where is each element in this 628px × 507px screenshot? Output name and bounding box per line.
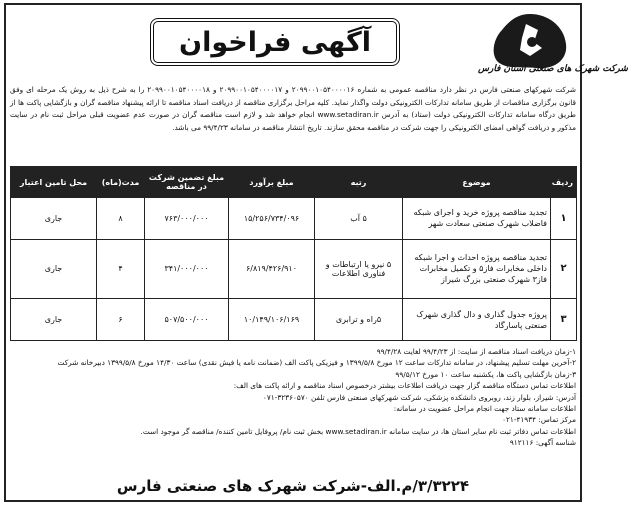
cell-subject: پروژه جدول گذاری و دال گذاری شهرک صنعتی پاسارگاد — [403, 299, 551, 341]
table-header-row — [11, 167, 577, 198]
notes-section — [10, 346, 576, 474]
note-line: ۳-زمان بازگشایی پاکت ها، یکشنبه ساعت ۱۰ مورخ ۹۹/۵/۱۲ — [395, 369, 576, 379]
cell-rank: ۵ نیرو یا ارتباطات و فناوری اطلاعات — [315, 239, 403, 299]
footer-signature: ۳/۳۲۲۴/م.الف-شرکت شهرک های صنعتی فارس — [116, 477, 470, 495]
header-funding: محل تامین اعتبار — [11, 167, 97, 198]
cell-funding: جاری — [11, 299, 97, 341]
intro-paragraph: شرکت شهرکهای صنعتی فارس در نظر دارد مناقصه عمومی به شماره ۲۰۹۹۰۰۱۰۵۴۰۰۰۰۱۶ و ۲۰۹۹۰۰۱۰۵۴۰۰۰۰۱۷ و ۲۰۹۹۰۰۱۰۵۴۰۰۰۰۱۸ را به شرح ذیل به روش یک مرحله ای وفق قانون برگزاری مناقصات از طریق سامانه تدارکات الکترونیکی دولت واگذار نماید. کلیه مراحل برگزاری مناقصه از دریافت اسناد مناقصه تا ارائه پیشنهاد مناقصه گران و بازگشایی پاکت ها از طریق درگاه سامانه تدارکات الکترونیکی دولت (ستاد) به آدرس www.setadiran.ir انجام خواهد شد و لازم است مناقصه گران در صورت عدم عضویت قبلی مراحل ثبت نام در سایت مذکور و دریافت گواهی امضای الکترونیکی را جهت شرکت در مناقصه محقق سازند. تاریخ انتشار مناقصه در سامانه ۹۹/۴/۲۳ می باشد. — [10, 85, 576, 132]
cell-estimate: ۱۰/۱۴۹/۱۰۶/۱۶۹ — [229, 299, 315, 341]
cell-guarantee: ۷۶۳/۰۰۰/۰۰۰ — [145, 198, 229, 240]
header-radif: ردیف — [551, 167, 577, 198]
cell-funding: جاری — [11, 239, 97, 299]
cell-duration: ۴ — [97, 239, 145, 299]
cell-estimate: ۶/۸۱۹/۴۲۶/۹۱۰ — [229, 239, 315, 299]
tenders-table — [10, 166, 577, 341]
cell-subject: تجدید مناقصه پروژه احداث و اجرا شبکه داخلی مخابرات فاز۵ و تکمیل مخابرات فاز۳ شهرک صنعتی بزرگ شیراز — [403, 239, 551, 299]
table-row — [11, 198, 577, 240]
note-line: آدرس: شیراز، بلوار زند، روبروی دانشکده پزشکی، شرکت شهرکهای صنعتی فارس تلفن ۳۲۳۶۰۵۷۰-۰۷۱ — [262, 392, 576, 402]
cell-guarantee: ۵۰۷/۵۰۰/۰۰۰ — [145, 299, 229, 341]
note-line: اطلاعات سامانه ستاد جهت انجام مراحل عضویت در سامانه: — [393, 404, 576, 414]
header-guarantee: مبلغ تضمین شرکت در مناقصه — [145, 167, 229, 198]
table-row — [11, 239, 577, 299]
cell-radif: ۱ — [551, 198, 577, 240]
table-row — [11, 299, 577, 341]
note-line: اطلاعات تماس دستگاه مناقصه گزار جهت دریافت اطلاعات بیشتر درخصوص اسناد مناقصه و ارائه پاکت های الف: — [233, 381, 576, 391]
cell-radif: ۳ — [551, 299, 577, 341]
note-line: شناسه آگهی: ۹۱۲۱۱۶ — [509, 438, 576, 448]
header-subject: موضوع — [403, 167, 551, 198]
note-line: ۱-زمان دریافت اسناد مناقصه از سایت: از ۹۹/۴/۲۳ لغایت ۹۹/۴/۲۸ — [376, 347, 576, 356]
cell-duration: ۶ — [97, 299, 145, 341]
cell-funding: جاری — [11, 198, 97, 240]
cell-guarantee: ۳۴۱/۰۰۰/۰۰۰ — [145, 239, 229, 299]
note-line: مرکز تماس: ۴۱۹۳۴-۰۲۱ — [502, 415, 576, 425]
page-title: آگهی فراخوان — [150, 18, 400, 66]
cell-rank: ۵راه و ترابری — [315, 299, 403, 341]
note-line: ۲-آخرین مهلت تسلیم پیشنهاد، در سامانه تدارکات ساعت ۱۲ مورخ ۱۳۹۹/۵/۸ و فیزیکی پاکت الف (ضمانت نامه یا فیش نقدی) ساعت ۱۴/۳۰ مورخ ۱۳۹۹/۵/۸ دبیرخانه شرکت — [57, 358, 576, 368]
header-rank: رتبه — [315, 167, 403, 198]
note-line: اطلاعات تماس دفاتر ثبت نام سایر استان ها، در سایت سامانه www.setadiran.ir بخش ثبت نام/ پروفایل تامین کننده/ مناقصه گر موجود است. — [140, 426, 576, 436]
cell-estimate: ۱۵/۲۵۶/۷۳۴/۰۹۶ — [229, 198, 315, 240]
logo-caption: شرکت شهرک های صنعتی استان فارس — [478, 64, 628, 74]
cell-subject: تجدید مناقصه پروژه خرید و اجرای شبکه فاضلاب شهرک صنعتی سعادت شهر — [403, 198, 551, 240]
header-estimate: مبلغ برآورد — [229, 167, 315, 198]
cell-rank: ۵ آب — [315, 198, 403, 240]
cell-radif: ۲ — [551, 239, 577, 299]
cell-duration: ۸ — [97, 198, 145, 240]
header-duration: مدت(ماه) — [97, 167, 145, 198]
